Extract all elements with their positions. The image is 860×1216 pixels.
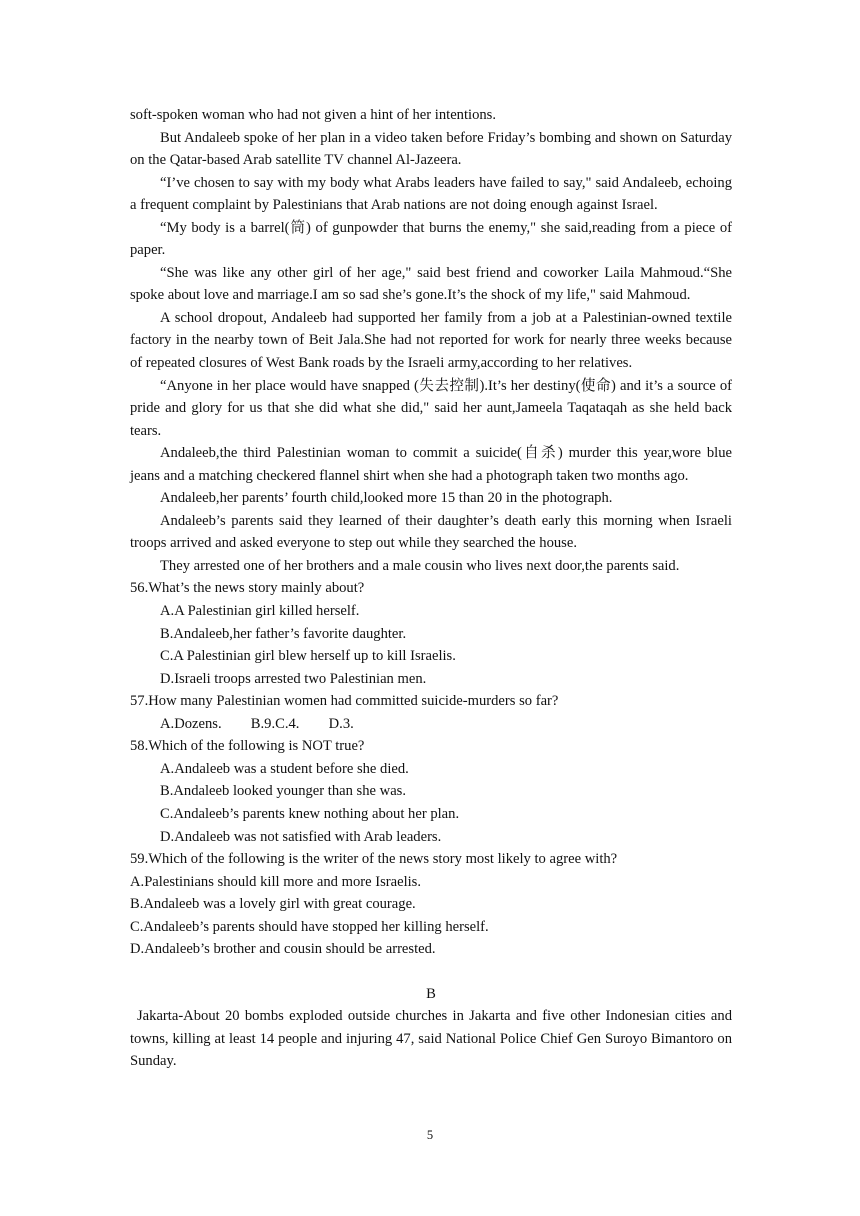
paragraph: soft-spoken woman who had not given a hint of her intentions. — [130, 107, 496, 123]
paragraph: A school dropout, Andaleeb had supported her family from a job at a Palestinian-owned textile factory in the nearby town of Beit Jala.She had not reported for work for nearly three weeks because of repeated closures of West Bank roads by the Israeli army,according to her relatives. — [130, 309, 732, 372]
option-d: D.Andaleeb was not satisfied with Arab leaders. — [160, 828, 442, 845]
options-row — [130, 713, 732, 736]
paragraph: “I’ve chosen to say with my body what Arabs leaders have failed to say," said Andaleeb, echoing a frequent complaint by Palestinians that Arab nations are not doing enough against Israel. — [130, 174, 732, 214]
paragraph: “Anyone in her place would have snapped (失去控制).It’s her destiny(使命) and it’s a source of pride and glory for us that she did what she did," said her aunt,Jameela Taqataqah as she held back tears. — [130, 377, 732, 439]
paragraph: Andaleeb’s parents said they learned of their daughter’s death early this morning when Israeli troops arrived and asked everyone to step out while they searched the house. — [130, 512, 732, 552]
option-d: D.3. — [328, 715, 354, 732]
question-58 — [130, 735, 732, 848]
paragraph: “My body is a barrel(筒) of gunpowder that burns the enemy," she said,reading from a piece of paper. — [130, 219, 732, 259]
question-57 — [130, 690, 732, 735]
paragraph: Andaleeb,the third Palestinian woman to commit a suicide(自杀) murder this year,wore blue jeans and a matching checkered flannel shirt when she had a photograph taken two months ago. — [130, 445, 732, 484]
option-a: A.Palestinians should kill more and more Israelis. — [130, 873, 422, 890]
option-c: C.Andaleeb’s parents knew nothing about her plan. — [160, 805, 460, 822]
section-label: B — [426, 985, 436, 1002]
option-d: D.Andaleeb’s brother and cousin should be arrested. — [130, 941, 436, 958]
option-a: A.Andaleeb was a student before she died. — [160, 760, 409, 777]
page-number: 5 — [426, 1128, 434, 1142]
option-a: A.A Palestinian girl killed herself. — [160, 603, 360, 620]
question-59 — [130, 848, 732, 961]
option-a: A.Dozens. — [160, 715, 222, 732]
question-56 — [130, 577, 732, 690]
option-b: B.Andaleeb was a lovely girl with great courage. — [130, 896, 416, 913]
page-content — [130, 104, 732, 1073]
question-stem: 59.Which of the following is the writer of the news story most likely to agree with? — [130, 851, 618, 868]
option-c: C.Andaleeb’s parents should have stopped her killing herself. — [130, 918, 489, 935]
paragraph: They arrested one of her brothers and a male cousin who lives next door,the parents said. — [160, 557, 680, 574]
option-c: C.A Palestinian girl blew herself up to kill Israelis. — [160, 648, 456, 665]
question-stem: 58.Which of the following is NOT true? — [130, 738, 365, 755]
option-c: C.4. — [275, 715, 300, 732]
option-b: B.Andaleeb looked younger than she was. — [160, 783, 407, 800]
option-d: D.Israeli troops arrested two Palestinian men. — [160, 670, 427, 687]
paragraph: Andaleeb,her parents’ fourth child,looked more 15 than 20 in the photograph. — [160, 490, 613, 507]
paragraph: Jakarta-About 20 bombs exploded outside churches in Jakarta and five other Indonesian cities and towns, killing at least 14 people and injuring 47, said National Police Chief Gen Suroyo Bimantoro on Sunday. — [130, 1008, 732, 1070]
option-b: B.9. — [250, 715, 276, 732]
question-stem: 57.How many Palestinian women had committed suicide-murders so far? — [130, 693, 559, 710]
paragraph: “She was like any other girl of her age," said best friend and coworker Laila Mahmoud.“She spoke about love and marriage.I am so sad she’s gone.It’s the shock of my life," said Mahmoud. — [130, 264, 732, 304]
question-stem: 56.What’s the news story mainly about? — [130, 580, 365, 597]
option-b: B.Andaleeb,her father’s favorite daughter. — [160, 625, 407, 642]
paragraph: But Andaleeb spoke of her plan in a video taken before Friday’s bombing and shown on Saturday on the Qatar-based Arab satellite TV channel Al-Jazeera. — [130, 129, 732, 169]
